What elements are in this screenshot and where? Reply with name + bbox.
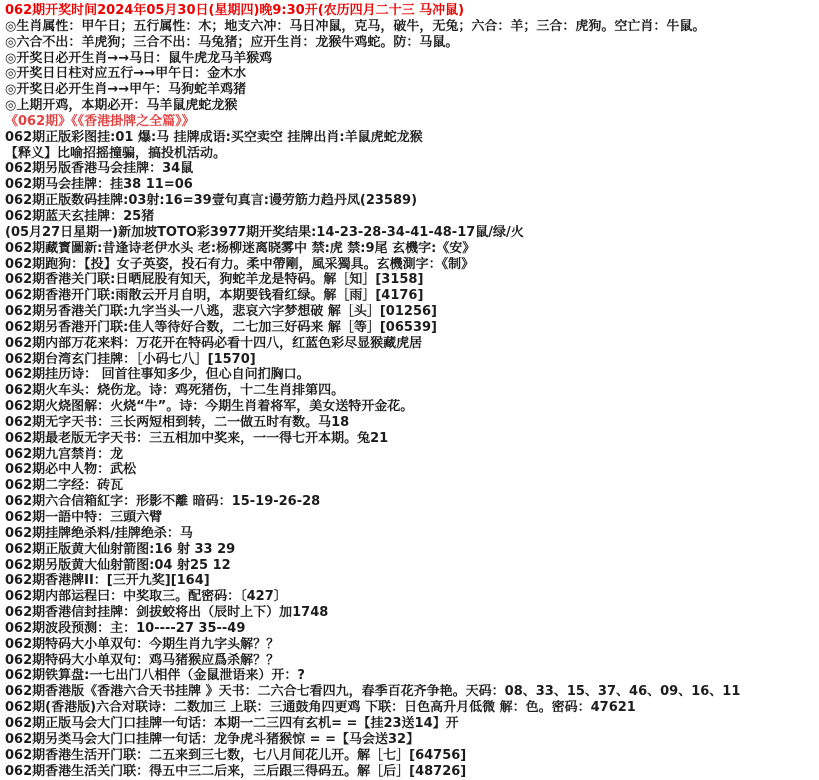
text-line-44: 062期香港版《香港六合天书挂牌 》天书：二六合七看四九，春季百花齐争艳。天码：08、33、15、37、46、09、16、11 — [5, 684, 741, 700]
text-line-48: 062期香港生活开门联：二五来到三七数，七八月间花儿开。解［七］[64756] — [5, 747, 467, 763]
text-line-23: 062期台湾玄门挂牌：［小码七八］[1570] — [5, 351, 256, 367]
text-line-35: 062期正版黄大仙射箭图:16 射 33 29 — [5, 541, 236, 557]
text-line-37: 062期香港牌II：[三开九奖][164] — [5, 573, 210, 589]
text-line-33: 062期一語中特：三頭六臂 — [5, 510, 163, 525]
text-line-8: 《062期》《《香港掛牌之全篇》》 — [5, 113, 195, 129]
text-line-25: 062期火车头：烧伤龙。诗：鸡死猪伤，十二生肖排第四。 — [5, 383, 345, 399]
text-line-41: 062期特码大小单双句：今期生肖九字头解？？ — [5, 636, 280, 652]
text-line-21: 062期另香港开门联:佳人等待好合数，二七加三好码来 解［等］[06539] — [5, 319, 437, 335]
text-line-16: 062期藏寳圖新:昔逢诗老伊水头 老:杨柳迷离晓雾中 禁:虎 禁:9尾 玄機字:《安》 — [5, 240, 476, 256]
text-line-5: ◎开奖日日柱对应五行→→甲午日：金木水 — [5, 66, 247, 82]
text-line-28: 062期最老版无字天书：三五相加中奖来，一一得七开本期。兔21 — [5, 430, 389, 446]
text-line-15: (05月27日星期一)新加坡TOTO彩3977期开奖结果:14-23-28-34-41-48-17鼠/绿/火 — [5, 224, 524, 240]
text-line-39: 062期香港信封挂牌：剑拔蛟将出（辰时上下）加1748 — [5, 605, 329, 621]
text-line-10: 【释义】比喻招摇撞骗，搞投机活动。 — [5, 145, 227, 161]
text-line-4: ◎开奖日必开生肖→→马日：鼠牛虎龙马羊猴鸡 — [5, 50, 273, 66]
text-line-30: 062期必中人物：武松 — [5, 462, 137, 478]
text-line-3: ◎六合不出：羊虎狗；三合不出：马兔猪；应开生肖：龙猴牛鸡蛇。防：马鼠。 — [5, 34, 459, 50]
text-line-47: 062期另类马会大门口挂牌一句话：龙争虎斗猪猴惊 = =【马会送32】 — [5, 731, 420, 747]
text-line-19: 062期香港开门联:雨散云开月自明，本期要钱看红绿。解［雨］[4176] — [5, 288, 424, 304]
text-line-6: ◎开奖日必开生肖→→甲午：马狗蛇羊鸡猪 — [5, 82, 247, 98]
text-line-2: ◎生肖属性：甲午日；五行属性：木；地支六冲：马日冲鼠，克马，破牛，无兔；六合：羊；三合：虎狗。空亡肖：牛鼠。 — [5, 18, 706, 34]
text-line-45: 062期(香港版)六合对联诗：二数加三 上联：三通鼓角四更鸡 下联：日色高升月低微 解：色。密码：47621 — [5, 700, 636, 716]
text-line-34: 062期挂牌绝杀料/挂牌绝杀：马 — [5, 525, 193, 541]
text-line-14: 062期蓝天玄挂牌：25猪 — [5, 208, 155, 224]
text-line-38: 062期内部运程曰：中奖取三。配密码：〔427〕 — [5, 589, 287, 605]
text-line-11: 062期另版香港马会挂牌：34鼠 — [5, 161, 194, 177]
text-line-13: 062期正版数码挂牌:03射:16=39壹句真言:谩劳筋力趋丹凤(23589) — [5, 193, 418, 209]
text-line-22: 062期内部万花来料：万花开在特码必看十四八，红蓝色彩尽显猴藏虎居 — [5, 335, 423, 351]
text-line-40: 062期波段预测：主：10----27 35--49 — [5, 620, 246, 636]
text-line-46: 062期正版马会大门口挂牌一句话：本期一二三四有玄机= =【挂23送14】开 — [5, 715, 459, 731]
text-line-9: 062期正版彩图挂:01 爆:马 挂牌成语:买空卖空 挂牌出肖:羊鼠虎蛇龙猴 — [5, 129, 423, 145]
text-line-20: 062期另香港关门联:九字当头一八逃，悲哀六字梦想破 解［头］[01256] — [5, 304, 437, 320]
text-line-27: 062期无字天书：三长两短相到转，二一做五时有数。马18 — [5, 414, 350, 430]
text-line-31: 062期二字经：砖瓦 — [5, 478, 124, 494]
text-line-32: 062期六合信箱紅字：形影不離 暗码：15-19-26-28 — [5, 494, 321, 510]
text-line-42: 062期特码大小单双句：鸡马猪猴应爲杀解？？ — [5, 652, 280, 668]
text-line-36: 062期另版黄大仙射箭图:04 射25 12 — [5, 557, 231, 573]
text-line-43: 062期铁算盘:一七出门八相伴（金鼠泄语来）开：? — [5, 668, 305, 684]
text-line-7: ◎上期开鸡，本期必开：马羊鼠虎蛇龙猴 — [5, 98, 238, 114]
text-line-29: 062期九宫禁肖：龙 — [5, 446, 124, 462]
text-line-1: 062期开奖时间2024年05月30日(星期四)晚9:30开(农历四月二十三 马冲鼠) — [5, 3, 465, 18]
text-line-49: 062期香港生活关门联：得五中三二后来，三后跟三得码五。解［后］[48726] — [5, 763, 467, 779]
text-line-24: 062期挂历诗： 回首往事知多少，但心自问扪胸口。 — [5, 367, 310, 383]
text-line-26: 062期火烧图解：火烧“牛”。诗：今期生肖着将军，美女送特开金花。 — [5, 399, 414, 415]
text-line-17: 062期跑狗：【投】女子英姿，投石有力。柔中帶剛，風采獨具。玄機測字：《制》 — [5, 256, 475, 272]
text-line-12: 062期马会挂牌：挂38 11=06 — [5, 177, 193, 193]
text-line-18: 062期香港关门联:日晒屁股有知天，狗蛇羊龙是特码。解［知］[3158] — [5, 272, 424, 288]
